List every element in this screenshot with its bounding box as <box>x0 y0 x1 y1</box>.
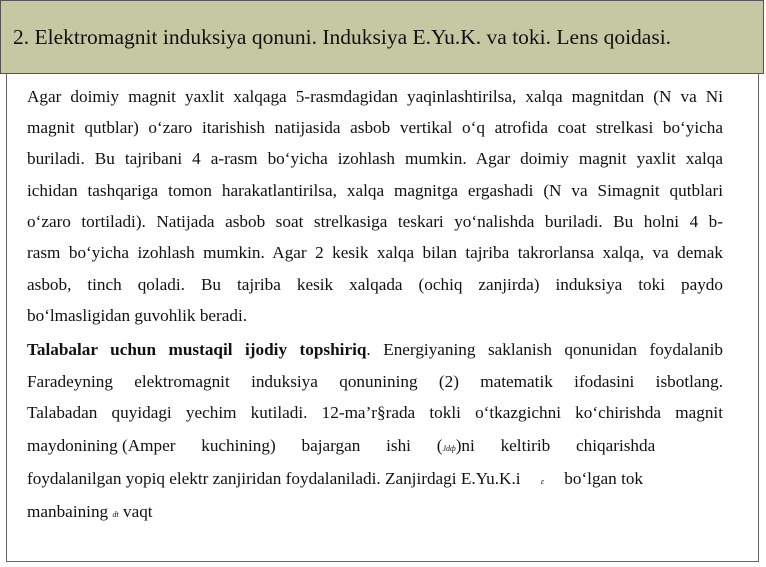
line-start: manbaining <box>27 502 109 521</box>
slide-title: 2. Elektromagnit induksiya qonuni. Induksiya E.Yu.K. va toki. Lens qoidasi. <box>0 0 764 74</box>
text-line: buriladi. Bu tajribani 4 a-rasm bo‘yicha izohlash mumkin. Agar doimiy magnit yaxlit xalqa <box>27 149 723 168</box>
text-line: ichidan tashqariga tomon harakatlantirilsa, xalqa magnitga ergashadi (N va Simagnit qutblari <box>27 181 723 200</box>
task-line-rest: . Energiyaning saklanish qonunidan foydalanib <box>366 340 723 359</box>
text-line: Talabadan quyidagi yechim kutiladi. 12-ma’r§rada tokli o‘tkazgichni ko‘chirishda magnit <box>27 403 723 422</box>
text-line: Faradeyning elektromagnit induksiya qonunining (2) matematik ifodasini isbotlang. <box>27 372 723 391</box>
text-line: rasm bo‘yicha izohlash mumkin. Agar 2 kesik xalqa bilan tajriba takrorlansa xalqa, va demak <box>27 243 723 262</box>
formula-dt: dt <box>112 510 119 519</box>
task-heading: Talabalar uchun mustaqil ijodiy topshiriq <box>27 340 367 359</box>
text-line <box>27 435 723 457</box>
line-tail: vaqt <box>122 502 153 521</box>
formula-work: Jdф <box>442 444 456 453</box>
text-line: Agar doimiy magnit yaxlit xalqaga 5-rasmdagidan yaqinlashtirilsa, xalqa magnitdan (N va Ni <box>27 87 723 106</box>
text-line <box>27 501 723 523</box>
line-start: maydonining (Amper kuchining) bajargan ishi ( <box>27 436 443 455</box>
line-start: foydalanilgan yopiq elektr zanjiridan foydalaniladi. Zanjirdagi E.Yu.K.i <box>27 469 521 488</box>
line-tail: bo‘lgan tok <box>564 469 644 488</box>
text-line: bo‘lmasligidan guvohlik beradi. <box>27 306 248 325</box>
text-line <box>27 468 723 490</box>
task-line <box>27 339 723 361</box>
line-tail: )ni keltirib chiqarishda <box>455 436 656 455</box>
text-line: magnit qutblar) o‘zaro itarishish natijasida asbob vertikal o‘q atrofida coat strelkasi bo‘yicha <box>27 118 723 137</box>
text-line: asbob, tinch qoladi. Bu tajriba kesik xalqada (ochiq zanjirda) induksiya toki paydo <box>27 275 723 294</box>
text-line: o‘zaro tortiladi). Natijada asbob soat strelkasiga teskari yo‘nalishda buriladi. Bu holni 4 b- <box>27 212 723 231</box>
formula-emf: ε <box>540 477 544 486</box>
